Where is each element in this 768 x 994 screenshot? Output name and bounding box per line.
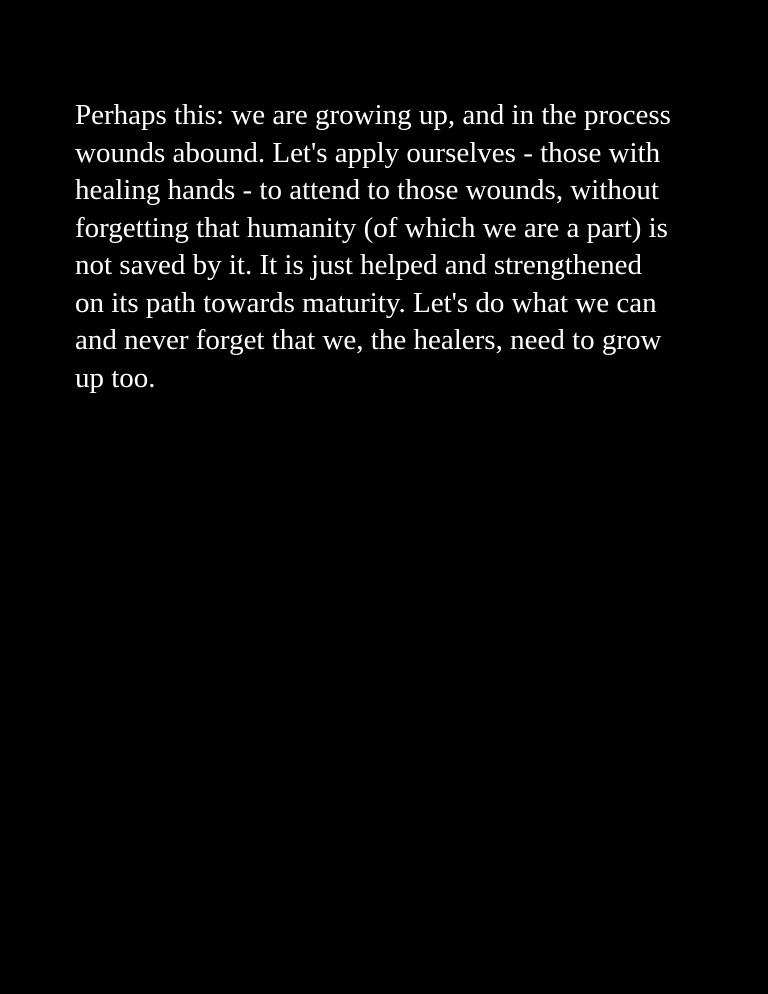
text-line: wounds abound. Let's apply ourselves - those with bbox=[75, 136, 661, 169]
text-line: on its path towards maturity. Let's do what we can bbox=[75, 286, 657, 319]
text-line: healing hands - to attend to those wounds, without bbox=[75, 174, 659, 206]
text-line: forgetting that humanity (of which we are a part) is bbox=[75, 211, 668, 244]
text-passage bbox=[75, 97, 725, 397]
text-line: and never forget that we, the healers, need to grow bbox=[75, 324, 662, 356]
text-line: not saved by it. It is just helped and strengthened bbox=[75, 249, 643, 281]
text-line: Perhaps this: we are growing up, and in the process bbox=[75, 99, 671, 131]
text-line: up too. bbox=[75, 361, 156, 394]
